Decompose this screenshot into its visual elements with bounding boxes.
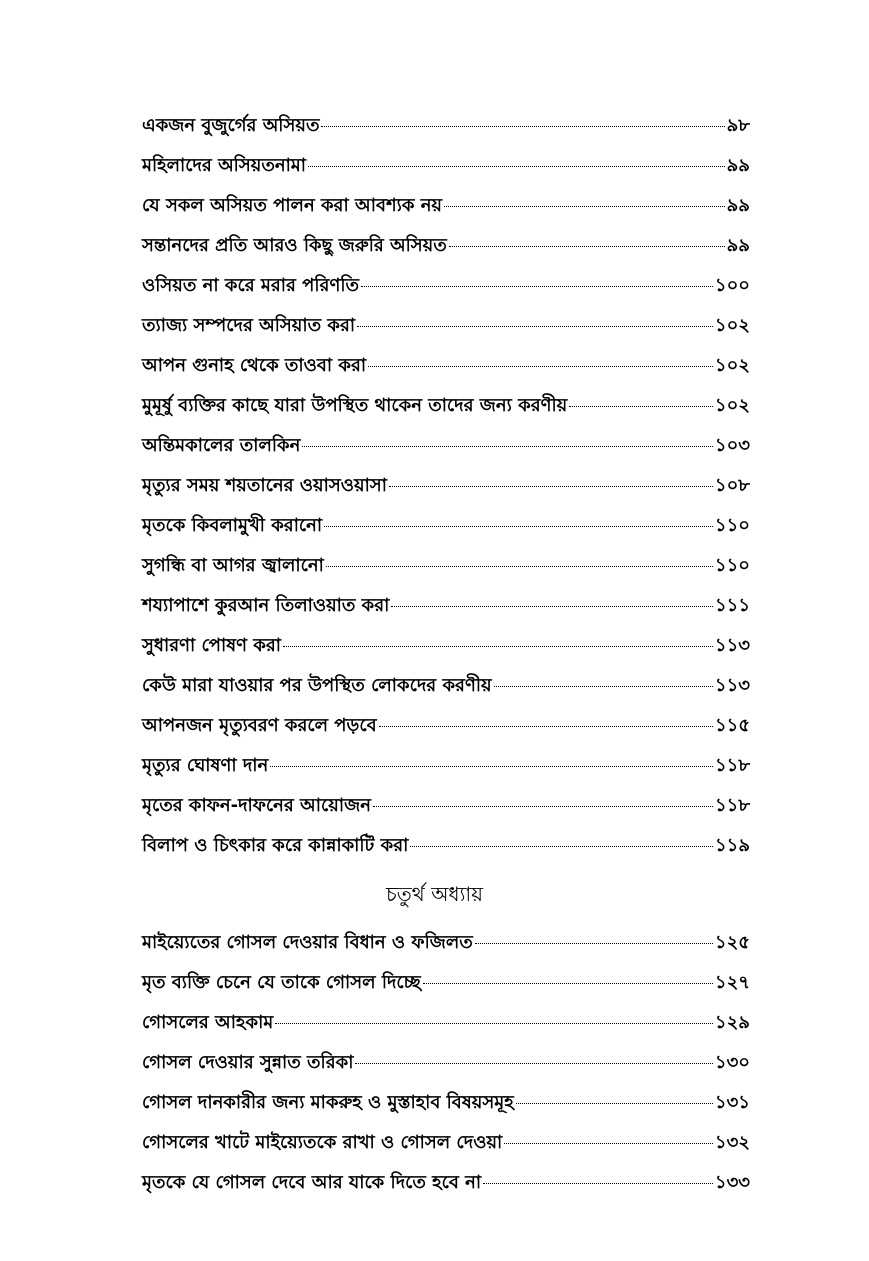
toc-entry — [142, 1168, 750, 1208]
toc-entry-title: মৃত্যুর সময় শয়তানের ওয়াসওয়াসা — [142, 475, 387, 496]
toc-entry-page-number: ১২৭ — [714, 972, 750, 993]
toc-entry-page-number: ১০২ — [714, 315, 750, 336]
dot-leader — [302, 445, 713, 447]
dot-leader — [270, 765, 713, 767]
dot-leader — [504, 1142, 713, 1144]
toc-entry — [142, 551, 750, 591]
toc-entry-title: আপন গুনাহ থেকে তাওবা করা — [142, 355, 367, 376]
dot-leader — [423, 982, 713, 984]
toc-entry — [142, 511, 750, 551]
toc-entry — [142, 1048, 750, 1088]
dot-leader — [516, 1102, 713, 1104]
toc-entry-page-number: ১৩১ — [714, 1092, 750, 1113]
toc-entry-page-number: ১৩৩ — [714, 1172, 750, 1193]
toc-list-section-2 — [142, 928, 750, 1208]
toc-entry-title: অন্তিমকালের তালকিন — [142, 435, 301, 456]
toc-entry-page-number: ১১৩ — [714, 675, 750, 696]
dot-leader — [410, 845, 713, 847]
toc-entry-page-number: ১১৩ — [714, 635, 750, 656]
toc-entry-title: মুমূর্ষু ব্যক্তির কাছে যারা উপস্থিত থাকেন তাদের জন্য করণীয় — [142, 395, 568, 416]
toc-entry-page-number: ১২৫ — [714, 932, 750, 953]
toc-entry-page-number: ৯৮ — [726, 115, 750, 136]
toc-entry — [142, 751, 750, 791]
toc-entry-title: মৃত্যুর ঘোষণা দান — [142, 755, 269, 776]
toc-entry — [142, 271, 750, 311]
dot-leader — [326, 565, 713, 567]
toc-entry-page-number: ১১৮ — [714, 795, 750, 816]
toc-entry-page-number: ৯৯ — [726, 155, 750, 176]
toc-entry — [142, 391, 750, 431]
toc-entry — [142, 431, 750, 471]
dot-leader — [483, 1182, 713, 1184]
dot-leader — [361, 285, 713, 287]
toc-entry-title: ওসিয়ত না করে মরার পরিণতি — [142, 275, 359, 296]
dot-leader — [569, 405, 713, 407]
dot-leader — [449, 245, 725, 247]
toc-entry-title: গোসল দেওয়ার সুন্নাত তরিকা — [142, 1052, 354, 1073]
toc-entry — [142, 1128, 750, 1168]
toc-entry-title: সন্তানদের প্রতি আরও কিছু জরুরি অসিয়ত — [142, 235, 447, 256]
toc-entry — [142, 1008, 750, 1048]
dot-leader — [389, 485, 713, 487]
dot-leader — [494, 685, 713, 687]
dot-leader — [357, 325, 713, 327]
toc-entry-page-number: ১০৩ — [714, 435, 750, 456]
toc-entry-page-number: ১১৮ — [714, 755, 750, 776]
toc-entry — [142, 671, 750, 711]
toc-entry-title: কেউ মারা যাওয়ার পর উপস্থিত লোকদের করণীয় — [142, 675, 492, 696]
toc-entry — [142, 151, 750, 191]
toc-entry-title: বিলাপ ও চিৎকার করে কান্নাকাটি করা — [142, 835, 409, 856]
toc-entry — [142, 191, 750, 231]
toc-entry-title: মৃতকে কিবলামুখী করানো — [142, 515, 323, 536]
toc-entry-page-number: ১৩২ — [714, 1132, 750, 1153]
toc-entry-page-number: ১১০ — [714, 515, 750, 536]
toc-entry-title: ত্যাজ্য সম্পদের অসিয়াত করা — [142, 315, 356, 336]
toc-entry-title: সুগন্ধি বা আগর জ্বালানো — [142, 555, 324, 576]
toc-entry-title: মহিলাদের অসিয়তনামা — [142, 155, 307, 176]
toc-entry — [142, 928, 750, 968]
dot-leader — [475, 942, 713, 944]
toc-entry — [142, 111, 750, 151]
toc-entry — [142, 231, 750, 271]
toc-entry — [142, 631, 750, 671]
toc-entry-title: আপনজন মৃত্যুবরণ করলে পড়বে — [142, 715, 377, 736]
dot-leader — [324, 525, 713, 527]
toc-entry — [142, 791, 750, 831]
toc-entry — [142, 831, 750, 871]
toc-entry-page-number: ১২৯ — [714, 1012, 750, 1033]
toc-entry-title: গোসল দানকারীর জন্য মাকরুহ ও মুস্তাহাব বিষয়সমূহ — [142, 1092, 514, 1113]
chapter-heading: চতুর্থ অধ্যায় — [385, 882, 484, 906]
toc-entry — [142, 711, 750, 751]
toc-entry-page-number: ১১৯ — [714, 835, 750, 856]
dot-leader — [379, 725, 713, 727]
toc-entry-page-number: ১০২ — [714, 395, 750, 416]
dot-leader — [321, 125, 724, 127]
toc-entry — [142, 471, 750, 511]
toc-entry-title: একজন বুজুর্গের অসিয়ত — [142, 115, 320, 136]
toc-entry-page-number: ১০০ — [714, 275, 750, 296]
toc-entry-title: যে সকল অসিয়ত পালন করা আবশ্যক নয় — [142, 195, 443, 216]
toc-entry-page-number: ১০২ — [714, 355, 750, 376]
toc-entry-title: শয্যাপাশে কুরআন তিলাওয়াত করা — [142, 595, 390, 616]
toc-entry-page-number: ১১০ — [714, 555, 750, 576]
toc-entry-title: গোসলের আহকাম — [142, 1012, 274, 1033]
toc-entry — [142, 968, 750, 1008]
toc-entry-title: মৃত ব্যক্তি চেনে যে তাকে গোসল দিচ্ছে — [142, 972, 421, 993]
toc-entry — [142, 1088, 750, 1128]
dot-leader — [373, 805, 713, 807]
dot-leader — [283, 645, 713, 647]
toc-entry-title: গোসলের খাটে মাইয়্যেতকে রাখা ও গোসল দেওয়া — [142, 1132, 503, 1153]
dot-leader — [308, 165, 725, 167]
toc-entry-title: সুধারণা পোষণ করা — [142, 635, 282, 656]
dot-leader — [275, 1022, 713, 1024]
dot-leader — [355, 1062, 712, 1064]
dot-leader — [444, 205, 725, 207]
toc-entry — [142, 591, 750, 631]
toc-entry-title: মৃতকে যে গোসল দেবে আর যাকে দিতে হবে না — [142, 1172, 482, 1193]
toc-entry-page-number: ১০৮ — [714, 475, 750, 496]
dot-leader — [368, 365, 713, 367]
toc-entry-page-number: ১১১ — [714, 595, 750, 616]
toc-entry — [142, 311, 750, 351]
toc-entry — [142, 351, 750, 391]
dot-leader — [391, 605, 713, 607]
toc-entry-title: মৃতের কাফন-দাফনের আয়োজন — [142, 795, 371, 816]
toc-entry-page-number: ১১৫ — [714, 715, 750, 736]
toc-list-section-1 — [142, 111, 750, 871]
toc-entry-title: মাইয়্যেতের গোসল দেওয়ার বিধান ও ফজিলত — [142, 932, 473, 953]
toc-entry-page-number: ৯৯ — [726, 195, 750, 216]
toc-entry-page-number: ১৩০ — [714, 1052, 750, 1073]
toc-entry-page-number: ৯৯ — [726, 235, 750, 256]
